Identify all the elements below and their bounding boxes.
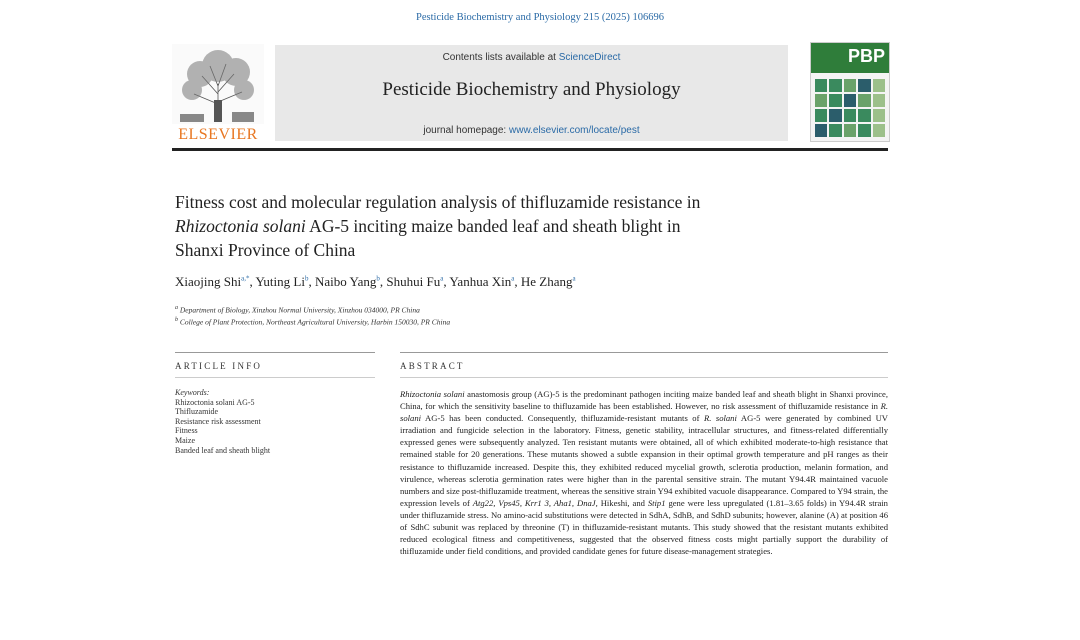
elsevier-tree-icon [172, 44, 264, 124]
journal-homepage-link[interactable]: www.elsevier.com/locate/pest [509, 125, 640, 136]
keyword: Thifluzamide [175, 407, 219, 417]
abstract-text: Rhizoctonia solani anastomosis group (AG)-5 is the predominant pathogen inciting maize banded leaf and sheath blight in Shanxi province, China, for which the sensitivity baseline to thifluzamide has been established. However, no risk assessment of thifluzamide resistance in R. solani AG-5 has been conducted. Consequently, thifluzamide-resistant mutants of R. solani AG-5 were generated by combined UV irradiation and fungicide selection in the laboratory. Fitness, genetic stability, intracellular structures, and fitness-related differentially expressed genes were subsequently analyzed. Ten resistant mutants were obtained, all of which exhibited moderate-to-high resistance that remained stable for 20 generations. These mutants showed a subtle expansion in their optimal growth temperature and pH ranges as their resistance to thifluzamide increased. Despite this, they exhibited reduced mycelial growth, sclerotia production, melanin formation, and virulence, whereas sclerotia germination rates were higher than in the parental sensitive strain. The mutant Y94.4R maintained vacuole numbers and size post-thifluzamide treatment, whereas the sensitive strain Y94 exhibited vacuole disappearance. Compared to Y94 strain, the expression levels of Atg22, Vps45, Krr1 3, Aha1, DnaJ, Hikeshi, and Stip1 gene were less upregulated (1.81–3.65 folds) in Y94.4R strain under thifluzamide stress. No amino-acid substitutions were detected in SdhA, SdhB, and SdhD subunits; however, alanine (A) at position 46 of SdhC subunit was replaced by threonine (T) in thifluzamide-resistant mutants. This study showed that the resistant mutants exhibited reduced ecological fitness and competitiveness, suggested that the observed fitness costs might partially support the durability of thifluzamide under field conditions, and provided candidate genes for future disease-management strategies. [400, 389, 888, 557]
author[interactable]: Naibo Yang$^b$ [314, 274, 380, 289]
homepage-line [275, 125, 788, 136]
keyword: Banded leaf and sheath blight [175, 445, 271, 455]
author-list: Xiaojing Shi$^{a,*}$, Yuting Li$^b$, Naibo Yang$^b$, Shuhui Fu$^a$, Yanhua Xin$^a$, He Zhang$^a$ [175, 274, 576, 289]
homepage-prefix: journal homepage: [423, 125, 509, 136]
title-line-1: Fitness cost and molecular regulation analysis of thifluzamide resistance in [175, 192, 701, 212]
title-line-2: AG-5 inciting maize banded leaf and sheath blight in [305, 216, 681, 236]
cover-tiles [815, 79, 885, 137]
sciencedirect-link[interactable]: ScienceDirect [558, 52, 621, 63]
article-info-rule [175, 352, 375, 353]
article-info-subrule [175, 377, 375, 378]
journal-citation[interactable]: Pesticide Biochemistry and Physiology 215 (2025) 106696 [416, 12, 664, 23]
author[interactable]: He Zhang$^a$ [520, 274, 576, 289]
title-line-3: Shanxi Province of China [175, 240, 356, 260]
header-divider [172, 148, 888, 151]
article-info-heading: ARTICLE INFO [175, 361, 263, 371]
contents-prefix: Contents lists available at [442, 52, 559, 63]
cover-label: PBP [847, 46, 885, 66]
affiliation: $^a$ Department of Biology, Xinzhou Normal University, Xinzhou 034000, PR China [175, 305, 420, 315]
publisher-name: ELSEVIER [178, 126, 258, 143]
keyword: Maize [175, 435, 195, 445]
keyword: Fitness [175, 426, 198, 436]
affiliation: $^b$ College of Plant Protection, Northeast Agricultural University, Harbin 150030, PR China [175, 317, 451, 327]
keyword: Rhizoctonia solani AG-5 [175, 397, 255, 407]
abstract-heading: ABSTRACT [400, 361, 465, 371]
keywords-list [175, 388, 270, 455]
elsevier-logo [172, 44, 264, 144]
author[interactable]: Shuhui Fu$^a$ [386, 274, 444, 289]
journal-header-box [275, 45, 788, 141]
contents-line [275, 52, 788, 63]
keyword: Resistance risk assessment [175, 416, 261, 426]
journal-title: Pesticide Biochemistry and Physiology [382, 79, 681, 100]
keywords-label: Keywords: [175, 388, 210, 397]
author[interactable]: Yanhua Xin$^a$ [449, 274, 515, 289]
title-species: Rhizoctonia solani [175, 216, 306, 236]
abstract-rule [400, 352, 888, 353]
article-title [175, 190, 815, 262]
author[interactable]: Xiaojing Shi$^{a,*}$ [175, 274, 250, 289]
author[interactable]: Yuting Li$^b$ [255, 274, 309, 289]
abstract-subrule [400, 377, 888, 378]
journal-cover-thumbnail[interactable] [810, 42, 890, 142]
